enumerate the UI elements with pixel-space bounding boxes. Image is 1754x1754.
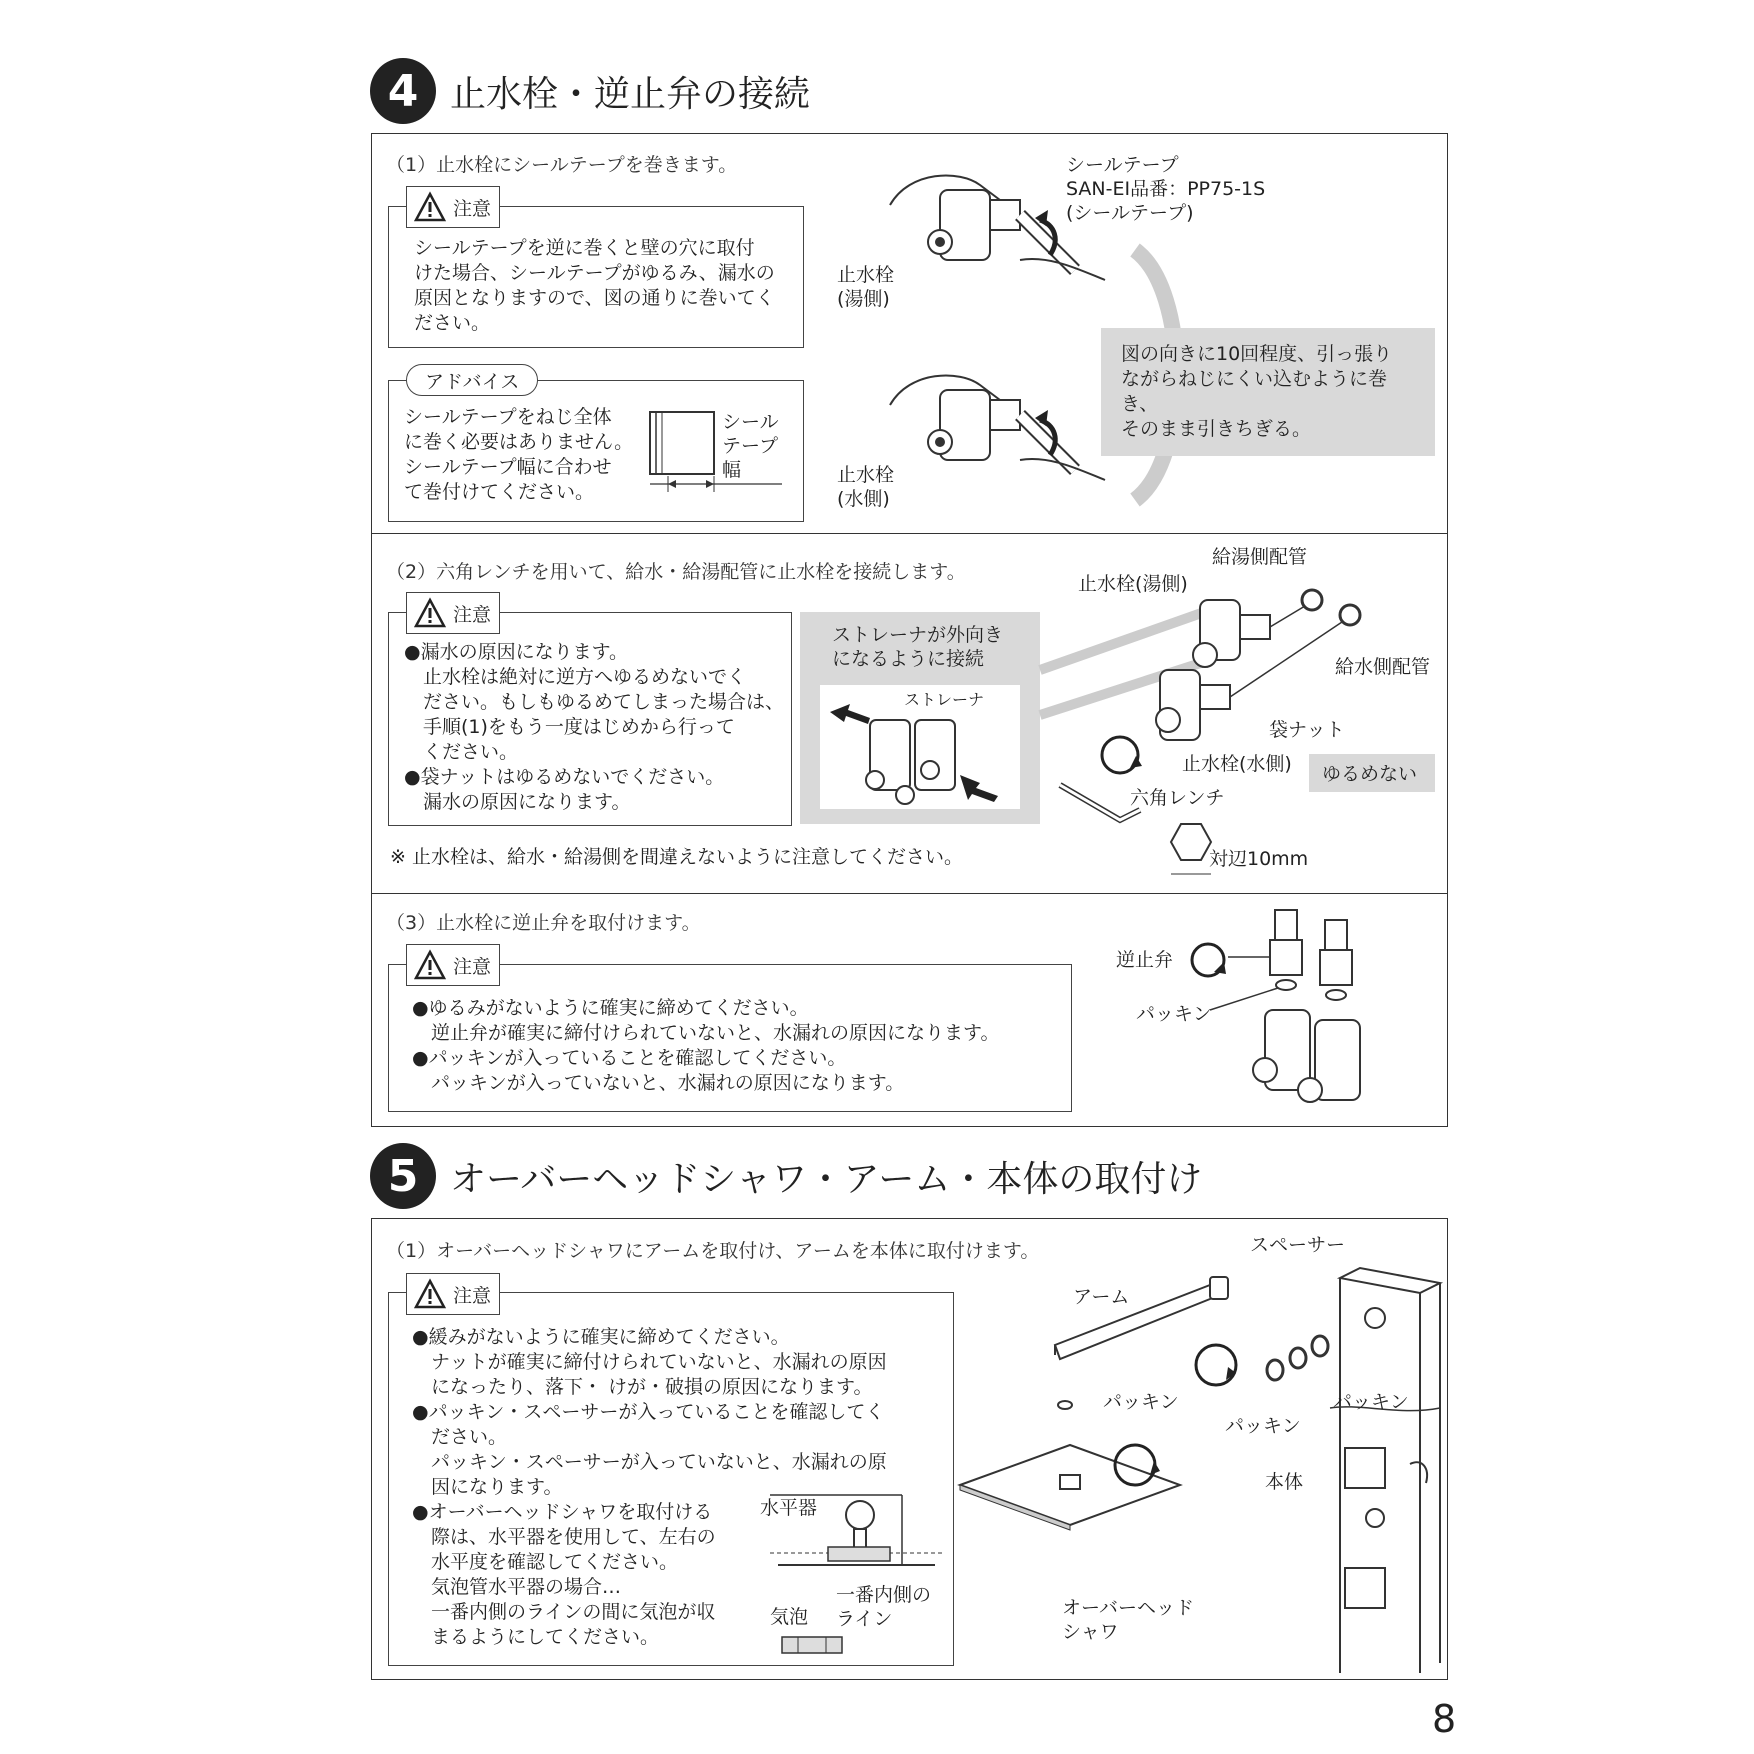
caution-tag-5-1	[406, 1273, 500, 1315]
spacer-label: スペーサー	[1250, 1234, 1346, 1256]
body-label: 本体	[1265, 1471, 1304, 1493]
section-5-header	[370, 1143, 1202, 1209]
strainer-illustration	[830, 700, 1020, 810]
arm-label: アーム	[1073, 1286, 1130, 1308]
step-4-1-heading: （1）止水栓にシールテープを巻きます。	[386, 154, 738, 176]
warning-icon	[415, 950, 445, 980]
warning-icon	[415, 1279, 445, 1309]
step-4-3-heading: （3）止水栓に逆止弁を取付けます。	[386, 912, 701, 934]
caution-label: 注意	[453, 603, 492, 626]
stop-valve-hot-label: 止水栓 (湯側)	[837, 264, 895, 310]
step-4-2-heading: （2）六角レンチを用いて、給水・給湯配管に止水栓を接続します。	[386, 561, 966, 583]
caution-tag-4-2	[406, 592, 500, 634]
packing-label-b: パッキン	[1225, 1415, 1301, 1437]
caution-text-5-1-level: ●オーバーヘッドシャワを取付ける 際は、水平器を使用して、左右の 水平度を確認してください。 気泡管水平器の場合… 一番内側のラインの間に気泡が収 まるようにしてください。	[412, 1501, 716, 1648]
packing-label-c: パッキン	[1333, 1391, 1409, 1413]
section-4-title: 止水栓・逆止弁の接続	[450, 73, 811, 115]
caution-label: 注意	[453, 1284, 492, 1307]
caution-text-5-1: ●緩みがないように確実に締めてください。 ナットが確実に締付けられていないと、水漏れの原因 になったり、落下・ けが・破損の原因になります。 ●パッキン・スペーサーが入っていることを確認してく ださい。 パッキン・スペーサーが入っていないと、水漏れの原 因になります。	[412, 1326, 887, 1498]
packing-label-4-3: パッキン	[1136, 1003, 1212, 1025]
do-not-loosen-label: ゆるめない	[1322, 763, 1418, 785]
overhead-shower-label: オーバーヘッド シャワ	[1062, 1597, 1195, 1643]
stop-valve-cold-label: 止水栓 (水側)	[837, 464, 895, 510]
wrap-tip: 図の向きに10回程度、引っ張り ながらねじにくい込むように巻き、 そのまま引きちぎる。	[1101, 328, 1435, 456]
caution-tag-4-1	[406, 186, 500, 228]
cap-nut-label: 袋ナット	[1269, 719, 1345, 741]
innermost-line-label: 一番内側の ライン	[836, 1584, 932, 1630]
section-5-title: オーバーヘッドシャワ・アーム・本体の取付け	[450, 1158, 1203, 1200]
advice-text: シールテープをねじ全体 に巻く必要はありません。 シールテープ幅に合わせ て巻付けてください。	[404, 406, 634, 503]
strainer-box-text: ストレーナが外向き になるように接続	[832, 624, 1004, 670]
hex-wrench-label: 六角レンチ	[1130, 787, 1225, 809]
seal-tape-label: シールテープ SAN-EI品番：PP75-1S (シールテープ)	[1066, 154, 1266, 224]
warning-icon	[415, 598, 445, 628]
caution-label: 注意	[453, 197, 492, 220]
tape-width-label: シール テープ 幅	[722, 411, 779, 481]
width-across-label: 対辺10mm	[1209, 848, 1309, 870]
section-5-number: 5	[370, 1143, 436, 1209]
warning-icon	[415, 192, 445, 222]
hot-pipe-label: 給湯側配管	[1212, 546, 1308, 568]
seal-tape-wrap-illustration-cold	[880, 360, 1110, 510]
advice-tag: アドバイス	[406, 364, 538, 396]
body-illustration	[1330, 1268, 1450, 1678]
cold-pipe-label: 給水側配管	[1335, 656, 1431, 678]
section-4-header	[370, 58, 810, 124]
level-label: 水平器	[760, 1497, 818, 1519]
packing-label-a: パッキン	[1103, 1391, 1179, 1413]
bubble-label: 気泡	[770, 1606, 809, 1628]
overhead-shower-illustration	[960, 1275, 1260, 1575]
step-4-2-footnote: ※ 止水栓は、給水・給湯側を間違えないように注意してください。	[390, 846, 963, 868]
caution-text-4-1: シールテープを逆に巻くと壁の穴に取付 けた場合、シールテープがゆるみ、漏水の 原因となりますので、図の通りに巻いてく ださい。	[414, 237, 775, 334]
caution-text-4-3: ●ゆるみがないように確実に締めてください。 逆止弁が確実に締付けられていないと、水漏れの原因になります。 ●パッキンが入っていることを確認してください。 パッキンが入っていないと、水漏れの原因になります。	[412, 997, 1000, 1094]
caution-label: 注意	[453, 955, 492, 978]
check-valve-label: 逆止弁	[1116, 949, 1174, 971]
check-valve-illustration	[1180, 900, 1380, 1120]
stop-valve-hot-label-2: 止水栓(湯側)	[1078, 573, 1188, 595]
section-4-number: 4	[370, 58, 436, 124]
stop-valve-cold-label-2: 止水栓(水側)	[1182, 753, 1292, 775]
page-number: 8	[1432, 1697, 1457, 1741]
strainer-label: ストレーナ	[904, 690, 985, 709]
step-5-1-heading: （1）オーバーヘッドシャワにアームを取付け、アームを本体に取付けます。	[386, 1240, 1040, 1262]
caution-tag-4-3	[406, 944, 500, 986]
spacer-packing-illustration	[1260, 1310, 1340, 1390]
caution-text-4-2: ●漏水の原因になります。 止水栓は絶対に逆方へゆるめないでく ださい。もしもゆるめてしまった場合は、 手順(1)をもう一度はじめから行って ください。 ●袋ナットはゆるめないでください。 漏水の原因になります。	[404, 641, 785, 813]
